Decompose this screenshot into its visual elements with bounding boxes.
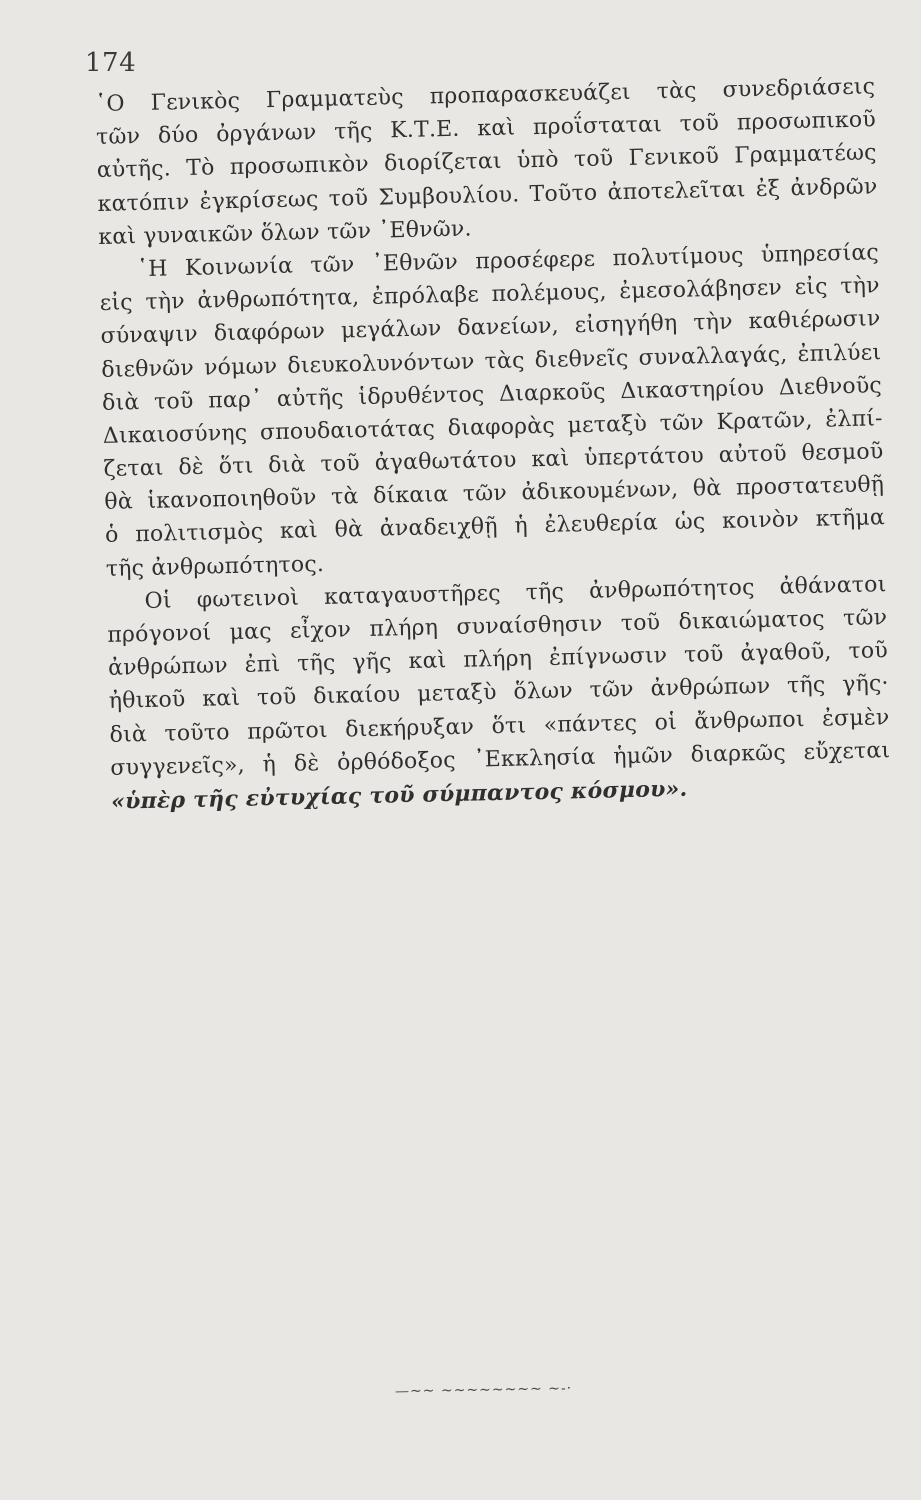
text-line: Δικαιοσύνης σπουδαιοτάτας διαφορὰς μεταξὺ τῶν Κρατῶν, ἐλπί- — [102, 406, 883, 449]
text-line: ῾Ο Γενικὸς Γραμματεὺς προπαρασκευάζει τὰς συνεδριάσεις — [95, 74, 876, 117]
text-line: κατόπιν ἐγκρίσεως τοῦ Συμβουλίου. Τοῦτο ἀποτελεῖται ἐξ ἀνδρῶν — [97, 173, 878, 217]
page-number: 174 — [85, 48, 137, 78]
text-line: πρόγονοί μας εἶχον πλήρη συναίσθησιν τοῦ δικαιώματος τῶν — [107, 605, 888, 648]
text-line: συγγενεῖς», ἡ δὲ ὀρθόδοξος ᾿Εκκλησία ἡμῶν διαρκῶς εὔχεται — [110, 737, 891, 781]
text-line: ἀνθρώπων ἐπὶ τῆς γῆς καὶ πλήρη ἐπίγνωσιν τοῦ ἀγαθοῦ, τοῦ — [107, 638, 889, 682]
text-line: τῶν δύο ὀργάνων τῆς Κ.Τ.Ε. καὶ προΐσταται τοῦ προσωπικοῦ — [95, 107, 877, 151]
text-line: τῆς ἀνθρωπότητος. — [105, 551, 325, 582]
text-line: ζεται δὲ ὅτι διὰ τοῦ ἀγαθωτάτου καὶ ὑπερτάτου αὐτοῦ θεσμοῦ — [103, 439, 884, 482]
text-line: ῾Η Κοινωνία τῶν ᾿Εθνῶν προσέφερε πολυτίμους ὑπηρεσίας — [136, 240, 880, 283]
text-line: διεθνῶν νόμων διευκολυνόντων τὰς διεθνεῖς συναλλαγάς, ἐπιλύει — [101, 339, 882, 383]
text-line: σύναψιν διαφόρων μεγάλων δανείων, εἰσηγήθη τὴν καθιέρωσιν — [100, 306, 881, 350]
text-line: ὁ πολιτισμὸς καὶ θὰ ἀναδειχθῇ ἡ ἐλευθερία ὡς κοινὸν κτῆμα — [104, 505, 886, 549]
text-line: αὐτῆς. Τὸ προσωπικὸν διορίζεται ὑπὸ τοῦ Γενικοῦ Γραμματέως — [96, 140, 877, 184]
text-line: διὰ τοῦτο πρῶτοι διεκήρυξαν ὅτι «πάντες οἱ ἄνθρωποι ἐσμὲν — [109, 704, 890, 748]
text-line: καὶ γυναικῶν ὅλων τῶν ᾿Εθνῶν. — [98, 216, 472, 250]
body-text — [95, 72, 891, 820]
text-line: θὰ ἱκανοποιηθοῦν τὰ δίκαια τῶν ἀδικουμένων, θὰ προστατευθῇ — [104, 472, 885, 516]
decorative-rule: —~~ ~~~~~~~~ ~-· — [394, 1380, 573, 1400]
text-line: εἰς τὴν ἀνθρωπότητα, ἐπρόλαβε πολέμους, ἐμεσολάβησεν εἰς τὴν — [99, 273, 880, 317]
text-line: Οἱ φωτεινοὶ καταγαυστῆρες τῆς ἀνθρωπότητος ἀθάνατοι — [144, 571, 887, 614]
text-line: ἠθικοῦ καὶ τοῦ δικαίου μεταξὺ ὅλων τῶν ἀνθρώπων τῆς γῆς· — [108, 671, 889, 715]
text-line-emphasis: «ὑπὲρ τῆς εὐτυχίας τοῦ σύμπαντος κόσμου». — [110, 775, 688, 815]
text-line: διὰ τοῦ παρ᾿ αὐτῆς ἱδρυθέντος Διαρκοῦς Δικαστηρίου Διεθνοῦς — [101, 372, 883, 416]
